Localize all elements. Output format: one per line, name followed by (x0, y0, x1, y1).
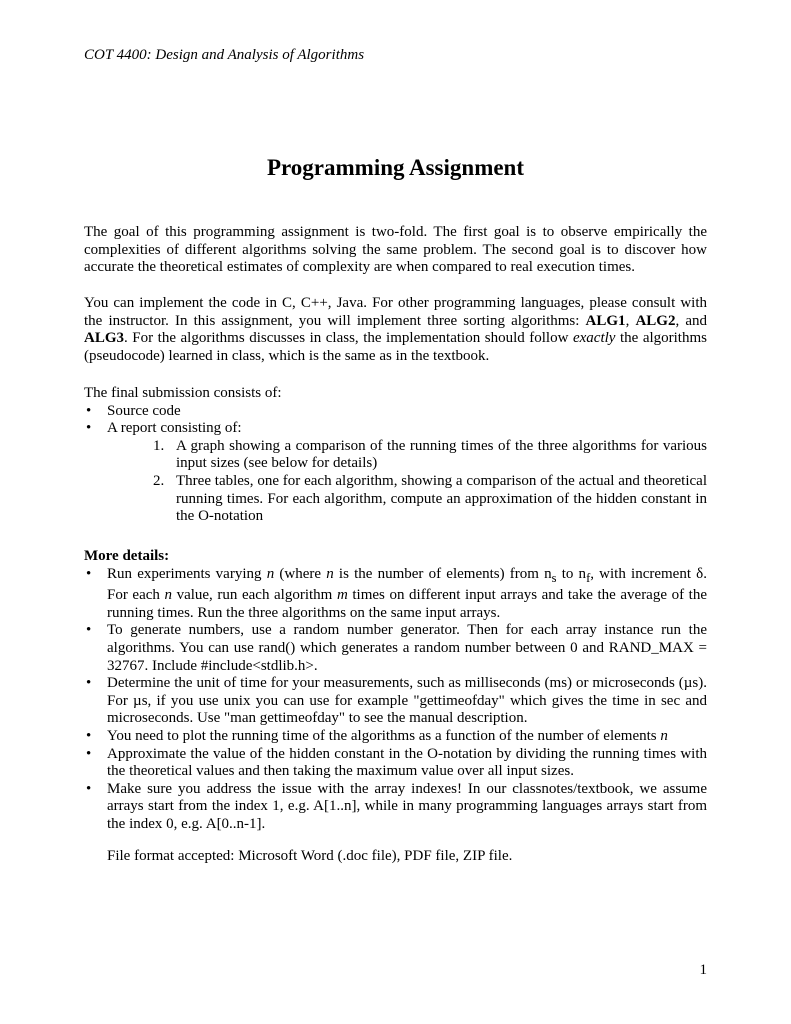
page-title: Programming Assignment (266, 155, 525, 180)
intro-text: The goal of this programming assignment is two-fold. The first goal is to observe empirically the complexities of different algorithms solving the same problem. The second goal is to discover how accurate the theoretical estimates of complexity are when compared to real execution times. (84, 224, 707, 276)
report-item-tables: Three tables, one for each algorithm, showing a comparison of the actual and theoretical running times. For each algorithm, compute an approximation of the hidden constant in the O-notation (176, 472, 707, 525)
subscript-f: f (586, 570, 591, 585)
submission-bullet-source: Source code (107, 402, 181, 419)
list-item (107, 438, 707, 473)
submission-section (84, 385, 707, 526)
detail-file-format: File format accepted: Microsoft Word (.doc file), PDF file, ZIP file. (107, 848, 513, 864)
alg3-label: ALG3 (84, 330, 125, 347)
var-n: n (266, 565, 275, 582)
list-item (84, 420, 707, 526)
detail-plot: You need to plot the running time of the algorithms as a function of the number of elements (107, 727, 661, 744)
list-number: 2. (153, 472, 165, 489)
list-item (84, 403, 707, 421)
detail-text: Run experiments varying (107, 565, 267, 582)
subscript-s: s (551, 570, 557, 585)
list-item (107, 473, 707, 526)
detail-text: value, run each algorithm (171, 587, 337, 604)
report-item-graph: A graph showing a comparison of the running times of the three algorithms for various input sizes (see below for details) (176, 437, 707, 472)
alg1-label: ALG1 (585, 312, 626, 329)
var-n: n (164, 587, 172, 604)
list-item (84, 566, 707, 623)
details-list (84, 566, 707, 834)
detail-text: (where (274, 565, 327, 582)
list-item (84, 675, 707, 728)
detail-time-unit: Determine the unit of time for your measurements, such as milliseconds (ms) or microseconds (µs). For µs, if you use unix you can use for example "gettimeofday" which gives the time in sec and microseconds. Use "man gettimeofday" to see the manual description. (107, 675, 707, 727)
cut-off-line (84, 842, 707, 864)
details-heading: More details: (84, 548, 170, 564)
submission-intro: The final submission consists of: (84, 385, 282, 401)
list-item (84, 746, 707, 781)
exactly-emphasis: exactly (572, 330, 616, 347)
detail-array-indexes: Make sure you address the issue with the array indexes! In our classnotes/textbook, we assume arrays start from the index 1, e.g. A[1..n], while in many programming languages arrays start from the index 0, e.g. A[0..n-1]. (107, 780, 707, 832)
page-number: 1 (699, 962, 707, 978)
languages-comma1: , (625, 312, 636, 329)
detail-hidden-constant: Approximate the value of the hidden constant in the O-notation by dividing the running times with the theoretical values and then taking the maximum value over all input sizes. (107, 745, 707, 780)
details-section (84, 548, 707, 834)
detail-text: times on different input arrays and take the average of the running times. Run the three algorithms on the same input arrays. (107, 587, 707, 621)
detail-text: , with increment δ. For each (107, 565, 707, 604)
detail-text: is the number of elements) from n (333, 565, 552, 582)
var-m: m (336, 587, 348, 604)
list-item (84, 622, 707, 675)
intro-paragraph (84, 224, 707, 277)
detail-text: to n (556, 565, 587, 582)
languages-part3: the algorithms (pseudocode) learned in class, which is the same as in the textbook. (84, 330, 707, 364)
languages-text (84, 295, 707, 365)
report-sublist (107, 438, 707, 526)
alg2-label: ALG2 (635, 312, 676, 329)
var-n: n (660, 727, 668, 744)
languages-paragraph (84, 295, 707, 365)
languages-part2: . For the algorithms discusses in class, the implementation should follow (124, 330, 573, 347)
submission-bullet-report: A report consisting of: (107, 420, 242, 437)
languages-part1: You can implement the code in C, C++, Java. For other programming languages, please consult with the instructor. In this assignment, you will implement three sorting algorithms: (84, 295, 707, 329)
list-item (84, 728, 707, 746)
document-header: COT 4400: Design and Analysis of Algorithms (84, 47, 365, 63)
detail-random-numbers: To generate numbers, use a random number generator. Then for each array instance run the algorithms. You can use rand() which generates a random number between 0 and RAND_MAX = 32767. Include #include<stdlib.h>. (107, 622, 707, 674)
list-item (84, 781, 707, 834)
list-number: 1. (153, 437, 165, 454)
submission-list (84, 403, 707, 526)
var-n: n (326, 565, 334, 582)
languages-comma2: , and (675, 312, 708, 329)
